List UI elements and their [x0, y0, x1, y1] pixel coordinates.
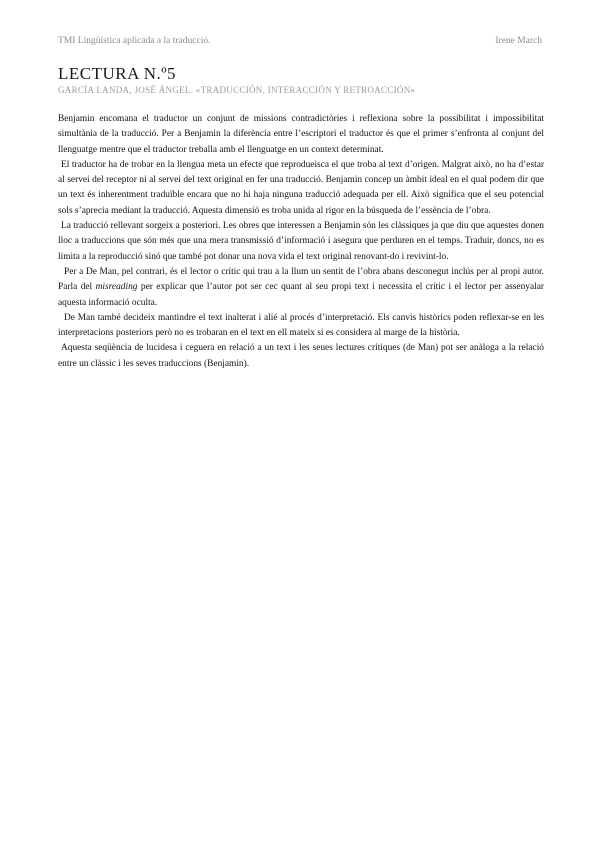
paragraph-4: [58, 265, 544, 311]
header-course: TMI Lingüística aplicada a la traducció.: [58, 36, 211, 46]
paragraph-3: La traducció rellevant sorgeix a posteriori. Les obres que interessen a Benjamin són les clàssiques ja que diu que aquestes donen lloc a traduccions que són més que una mera transmissió d’informació i asegura que perduren en el temps. Traduir, doncs, no es limita a la reproducció sinó que també pot donar una nova vida el text original renovant-do i revivint-lo.: [58, 221, 544, 262]
page-title: LECTURA N.º5: [58, 64, 176, 83]
page-subtitle: GARCÍA LANDA, JOSÉ ÁNGEL. «TRADUCCIÓN, INTERACCIÓN Y RETROACCIÓN»: [58, 85, 416, 95]
paragraph-4-emphasis: misreading: [95, 282, 138, 293]
page-header: [58, 36, 542, 46]
paragraph-4-part-2: per explicar que l’autor pot ser cec quant al seu propi text i necessita el crític i el lector per assenyalar aquesta informació oculta.: [58, 282, 544, 308]
paragraph-2: El traductor ha de trobar en la llengua meta un efecte que reprodueisca el que troba al text d’origen. Malgrat això, no ha d’estar al servei del receptor ni al servei del text original en fer una traducció. Benjamin concep un àmbit ideal en el qual podem dir que un text és inherentment traduïble encara que no hi haja ninguna traducció adequada per ell. Això significa que el seu potencial sols s’aprecia mediant la traducció. Aquesta dimensió es troba unida al rigor en la búsqueda de l’essència de l’obra.: [58, 159, 544, 216]
header-author: Irene March: [495, 36, 542, 46]
paragraph-6: Aquesta seqüència de lucidesa i ceguera en relació a un text i les seues lectures crítiques (de Man) pot ser anàloga a la relació entre un clàssic i les seves traduccions (Benjamin).: [58, 343, 544, 369]
paragraph-4-part-1: Per a De Man, pel contrari, és el lector o crític qui trau a la llum un sentit de l’obra abans desconegut inclús per al propi autor. Parla del: [58, 266, 544, 293]
document-body: [58, 112, 544, 372]
paragraph-5: De Man també decideix mantindre el text inalterat i alié al procés d’interpretació. Els canvis històrics poden reflexar-se en les interpretacions posteriors però no es trobaran en el text en ell mateix si es considera al marge de la història.: [58, 312, 544, 339]
paragraph-1: Benjamin encomana el traductor un conjunt de missions contradictòries i reflexiona sobre la possibilitat i impossibilitat simultània de la traducció. Per a Benjamin la diferència entre l’escriptori el traductor és que el primer s’enfronta al conjunt del llenguatge mentre que el traductor treballa amb el llenguatge en un context determinat.: [58, 114, 544, 155]
